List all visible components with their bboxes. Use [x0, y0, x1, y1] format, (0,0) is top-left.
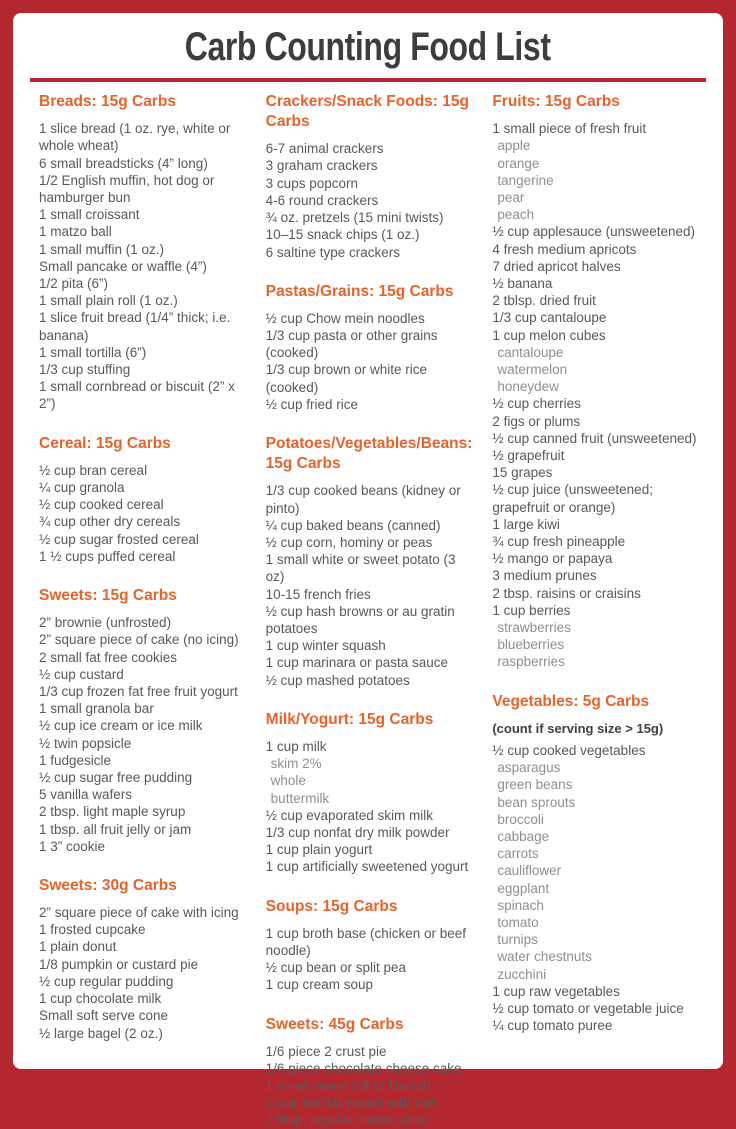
list-item: 4 fresh medium apricots [492, 241, 637, 257]
list-item: 3 cups popcorn [265, 175, 358, 191]
sub-list-item: skim 2% [270, 756, 322, 772]
list-item: ½ cup cherries [492, 396, 581, 412]
list-item: 2 tbsp. light maple syrup [39, 804, 186, 820]
list-item: ½ twin popsicle [39, 735, 132, 751]
list-item: 1 plain donut [39, 939, 117, 955]
list-item: 1 ½ cups puffed cereal [39, 548, 176, 564]
list-item: Small soft serve cone [39, 1008, 169, 1024]
list-item: 1 cup cream soup [265, 977, 373, 993]
list-item: 1/3 cup stuffing [39, 361, 131, 377]
list-item: 1 frosted cupcake [39, 922, 146, 938]
sub-list-item: cauliflower [497, 863, 562, 879]
food-section [39, 434, 250, 565]
list-item: 2 tbsp. raisins or craisins [492, 585, 641, 601]
list-item: ½ cup custard [39, 666, 124, 682]
list-item: 7 dried apricot halves [492, 258, 621, 274]
sub-list-item: tangerine [497, 172, 554, 188]
page-title-text: Carb Counting Food List [185, 25, 551, 69]
list-item: 1/3 cup cooked beans (kidney or pinto) [265, 483, 461, 516]
list-item: ½ cup bran cereal [39, 462, 148, 478]
list-item: 1 3” cookie [39, 838, 106, 854]
list-item: 2 small fat free cookies [39, 649, 178, 665]
list-item: ¼ cup baked beans (canned) [265, 517, 441, 533]
list-item: 1 large kiwi [492, 516, 560, 532]
list-item: ½ cup juice (unsweetened; grapefruit or orange) [492, 482, 653, 515]
list-item: 1 small granola bar [39, 701, 154, 717]
food-section [39, 586, 250, 855]
sub-list-item: whole [270, 773, 306, 789]
list-item: 10-15 french fries [265, 586, 371, 602]
section-header: Fruits: 15g Carbs [492, 93, 620, 110]
list-item: ½ cup Chow mein noodles [265, 310, 425, 326]
sub-list-item: watermelon [497, 361, 568, 377]
list-item: 6-7 animal crackers [265, 141, 384, 157]
list-item: 1/3 cup cantaloupe [492, 310, 607, 326]
list-item: 2” brownie (unfrosted) [39, 615, 172, 631]
sub-list-item: peach [497, 207, 535, 223]
section-header: Sweets: 45g Carbs [265, 1015, 404, 1033]
section-header: Soups: 15g Carbs [265, 897, 398, 915]
list-item: ½ cup ice cream or ice milk [39, 718, 203, 734]
sub-list-item: tomato [497, 915, 539, 931]
list-item: 1 small plain roll (1 oz.) [39, 293, 178, 309]
list-item: 1 cup chocolate milk [39, 991, 162, 1007]
section-header: Vegetables: 5g Carbs [492, 692, 650, 710]
list-item: ½ cup corn, hominy or peas [265, 534, 433, 550]
food-section [266, 897, 477, 994]
column-1 [39, 92, 250, 1042]
sub-list-item: pear [497, 189, 525, 205]
list-item: 1/3 cup nonfat dry milk powder [265, 824, 450, 840]
list-item: 1 small piece of fresh fruit [492, 121, 647, 137]
list-item: 3 graham crackers [265, 158, 378, 174]
food-section [492, 692, 703, 1035]
sub-list-item: asparagus [497, 760, 561, 776]
list-item: 1 small cornbread or biscuit (2” x 2”) [39, 379, 235, 412]
list-item: 1 cup raw vegetables [492, 983, 620, 999]
sub-list-item: broccoli [497, 811, 544, 827]
list-item: ½ grapefruit [492, 448, 565, 463]
sub-list-item: raspberries [497, 654, 565, 670]
list-item: ½ cup bean or split pea [265, 960, 407, 976]
list-item: 1/2 English muffin, hot dog or hamburger bun [39, 172, 215, 205]
list-item: ½ cup sugar free pudding [39, 769, 193, 785]
list-item: 1/6 piece 2 crust pie [265, 1043, 387, 1059]
list-item: 1/3 cup pasta or other grains (cooked) [265, 328, 438, 361]
page-title [13, 25, 723, 69]
list-item: 6 small breadsticks (4” long) [39, 155, 208, 171]
list-item: ½ cup cooked cereal [39, 497, 164, 513]
list-item: ½ mango or papaya [492, 551, 613, 567]
sub-list-item: buttermilk [270, 790, 330, 806]
section-header: Sweets: 15g Carbs [39, 586, 177, 604]
section-header: Milk/Yogurt: 15g Carbs [265, 710, 434, 728]
food-section [266, 1015, 477, 1129]
food-section [39, 876, 250, 1042]
list-item: 1 cup low fat yogurt with fruit [265, 1095, 437, 1111]
section-header: Potatoes/Vegetables/Beans: 15g Carbs [265, 435, 473, 473]
food-section [266, 282, 477, 413]
list-item: 1 slice fruit bread (1/4” thick; i.e. banana) [39, 310, 231, 343]
sub-list-item: honeydew [497, 379, 559, 395]
list-item: 1 cup marinara or pasta sauce [265, 655, 449, 671]
list-item: 1 cup broth base (chicken or beef noodle) [265, 925, 467, 958]
list-item: ¾ oz. pretzels (15 mini twists) [265, 210, 444, 226]
food-section [39, 92, 250, 413]
section-header: Cereal: 15g Carbs [39, 434, 171, 452]
sub-list-item: blueberries [497, 637, 565, 653]
list-item: 1 cup milk [265, 738, 327, 754]
list-item: 1 small white or sweet potato (3 oz) [265, 552, 456, 585]
section-header: Sweets: 30g Carbs [39, 876, 177, 894]
list-item: 1/3 cup brown or white rice (cooked) [265, 362, 427, 395]
food-section [266, 710, 477, 876]
list-item: 1/3 cup frozen fat free fruit yogurt [39, 683, 238, 699]
sub-list-item: turnips [497, 932, 538, 948]
section-note: (count if serving size > 15g) [492, 720, 664, 736]
sub-list-item: zucchini [497, 966, 547, 982]
section-header: Crackers/Snack Foods: 15g Carbs [265, 93, 469, 131]
list-item: 2 tblsp. dried fruit [492, 293, 596, 309]
list-item: 1 cup plain yogurt [265, 842, 373, 858]
list-item: ½ cup sugar frosted cereal [39, 531, 199, 547]
list-item: 1/8 pumpkin or custard pie [39, 956, 199, 972]
sub-list-item: apple [497, 138, 531, 154]
list-item: ¼ cup tomato puree [492, 1018, 613, 1034]
food-section [492, 92, 703, 671]
list-item: 2 tbsp. regular maple syrup [265, 1112, 430, 1128]
sub-list-item: water chestnuts [497, 949, 592, 965]
list-item: 1/6 piece chocolate cheese cake [265, 1060, 462, 1076]
list-item: 10–15 snack chips (1 oz.) [265, 227, 420, 243]
list-item: 1 matzo ball [39, 224, 112, 240]
list-item: 1 slice bread (1 oz. rye, white or whole wheat) [39, 121, 231, 154]
list-item: 1 tbsp. all fruit jelly or jam [39, 821, 192, 837]
list-item: ½ banana [492, 275, 553, 291]
list-item: 1 small sweet roll or Danish [265, 1078, 431, 1094]
section-header: Pastas/Grains: 15g Carbs [265, 282, 454, 300]
list-item: ½ cup tomato or vegetable juice [492, 1001, 684, 1017]
sub-list-item: strawberries [497, 620, 571, 636]
list-item: ½ cup evaporated skim milk [265, 807, 433, 823]
list-item: 1 cup artificially sweetened yogurt [265, 859, 469, 875]
food-list-columns [13, 82, 723, 1129]
sub-list-item: bean sprouts [497, 794, 576, 810]
list-item: 2” square piece of cake with icing [39, 905, 239, 921]
section-header: Breads: 15g Carbs [39, 93, 176, 110]
list-item: ½ large bagel (2 oz.) [39, 1025, 163, 1041]
list-item: 1 small tortilla (6”) [39, 344, 147, 360]
food-section [266, 434, 477, 689]
column-3 [492, 92, 703, 1034]
column-2 [266, 92, 477, 1129]
sub-list-item: eggplant [497, 880, 550, 896]
sub-list-item: cabbage [497, 829, 550, 844]
food-list-sheet [13, 13, 723, 1128]
list-item: 2 figs or plums [492, 413, 581, 429]
list-item: 1 small croissant [39, 207, 140, 223]
sub-list-item: orange [497, 155, 540, 171]
sub-list-item: green beans [497, 777, 573, 793]
list-item: ½ cup regular pudding [39, 973, 174, 989]
list-item: 4-6 round crackers [265, 192, 379, 208]
list-item: ¾ cup other dry cereals [39, 514, 181, 530]
list-item: ½ cup mashed potatoes [265, 672, 410, 688]
list-item: ½ cup canned fruit (unsweetened) [492, 430, 697, 446]
list-item: 2” square piece of cake (no icing) [39, 632, 239, 648]
list-item: ¼ cup granola [39, 479, 125, 495]
list-item: Small pancake or waffle (4”) [39, 258, 207, 274]
list-item: ½ cup hash browns or au gratin potatoes [265, 603, 455, 636]
list-item: ½ cup fried rice [265, 396, 358, 412]
list-item: 1 fudgesicle [39, 752, 112, 768]
list-item: ½ cup applesauce (unsweetened) [492, 224, 695, 240]
list-item: 6 saltine type crackers [265, 244, 400, 260]
list-item: 1 cup melon cubes [492, 327, 606, 343]
list-item: 1 cup winter squash [265, 638, 386, 654]
sub-list-item: cantaloupe [497, 344, 564, 360]
list-item: 1 small muffin (1 oz.) [39, 241, 165, 257]
list-item: 3 medium prunes [492, 568, 597, 584]
list-item: 5 vanilla wafers [39, 787, 133, 803]
list-item: ¾ cup fresh pineapple [492, 534, 626, 550]
list-item: 15 grapes [492, 465, 553, 481]
food-section [266, 92, 477, 261]
list-item: 1 cup berries [492, 602, 571, 618]
list-item: 1/2 pita (6”) [39, 275, 109, 291]
sub-list-item: spinach [497, 897, 544, 913]
sub-list-item: carrots [497, 846, 539, 862]
list-item: ½ cup cooked vegetables [492, 742, 646, 758]
